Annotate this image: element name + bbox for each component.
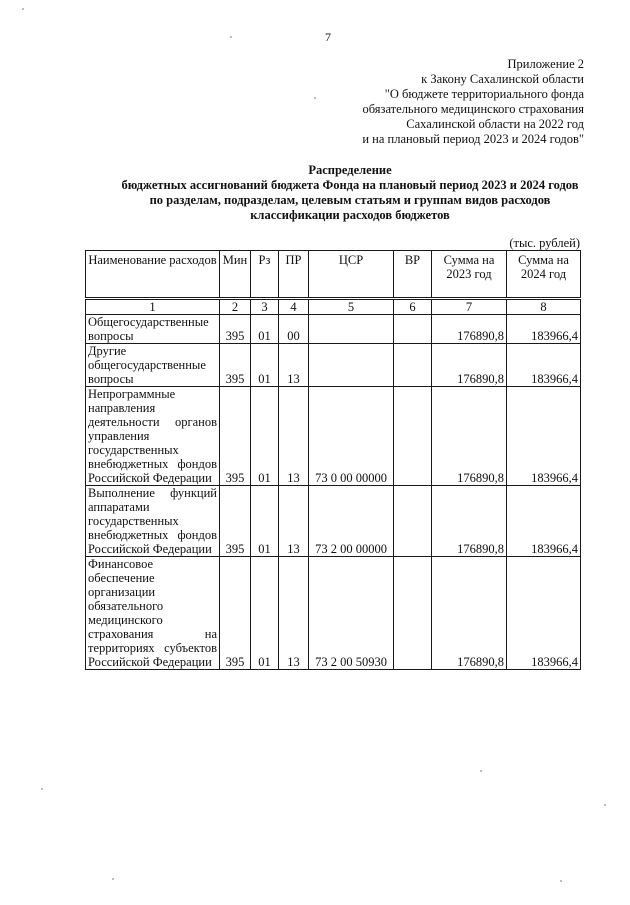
cell-sum-2023: 176890,8	[432, 557, 507, 670]
cell-csr: 73 2 00 00000	[309, 486, 394, 557]
cell-vr	[394, 557, 432, 670]
appendix-line: "О бюджете территориального фонда	[384, 87, 584, 101]
header-sum-2023: Сумма на 2023 год	[432, 251, 507, 299]
title-line: классификации расходов бюджетов	[250, 208, 450, 222]
scan-speck	[41, 788, 43, 790]
cell-rz: 01	[251, 387, 279, 486]
title-line: бюджетных ассигнований бюджета Фонда на плановый период 2023 и 2024 годов	[121, 178, 579, 192]
cell-sum-2023: 176890,8	[432, 344, 507, 387]
cell-vr	[394, 387, 432, 486]
budget-table	[85, 250, 581, 670]
table-row	[86, 387, 581, 486]
cell-vr	[394, 315, 432, 344]
table-row	[86, 486, 581, 557]
cell-rz: 01	[251, 315, 279, 344]
cell-name: Финансовое обеспечение организации обязательного медицинского страхования на территориях субъектов Российской Федерации	[86, 557, 220, 670]
cell-csr	[309, 315, 394, 344]
header-name: Наименование расходов	[86, 251, 220, 299]
table-row	[86, 344, 581, 387]
table-row	[86, 315, 581, 344]
scan-speck	[112, 878, 114, 880]
column-number: 4	[279, 299, 309, 315]
cell-sum-2024: 183966,4	[507, 315, 581, 344]
cell-pr: 13	[279, 557, 309, 670]
cell-pr: 13	[279, 486, 309, 557]
column-number: 6	[394, 299, 432, 315]
column-number: 8	[507, 299, 581, 315]
column-number: 1	[86, 299, 220, 315]
cell-sum-2023: 176890,8	[432, 387, 507, 486]
document-title	[100, 163, 600, 223]
cell-sum-2024: 183966,4	[507, 344, 581, 387]
table-row	[86, 557, 581, 670]
cell-rz: 01	[251, 557, 279, 670]
header-rz: Рз	[251, 251, 279, 299]
cell-name: Выполнение функций аппаратами государственных внебюджетных фондов Российской Федерации	[86, 486, 220, 557]
cell-rz: 01	[251, 486, 279, 557]
cell-vr	[394, 486, 432, 557]
appendix-line: к Закону Сахалинской области	[421, 72, 584, 86]
column-number: 3	[251, 299, 279, 315]
units-label: (тыс. рублей)	[509, 236, 580, 250]
table-header-row	[86, 251, 581, 299]
cell-pr: 13	[279, 344, 309, 387]
scan-speck	[314, 97, 316, 99]
header-pr: ПР	[279, 251, 309, 299]
cell-min: 395	[220, 557, 251, 670]
title-line: Распределение	[308, 163, 392, 177]
header-csr: ЦСР	[309, 251, 394, 299]
cell-name: Другие общегосударственные вопросы	[86, 344, 220, 387]
cell-rz: 01	[251, 344, 279, 387]
cell-sum-2024: 183966,4	[507, 387, 581, 486]
column-number-row	[86, 299, 581, 315]
column-number: 7	[432, 299, 507, 315]
header-min: Мин	[220, 251, 251, 299]
cell-min: 395	[220, 344, 251, 387]
cell-csr: 73 2 00 50930	[309, 557, 394, 670]
appendix-header	[362, 57, 584, 147]
cell-csr	[309, 344, 394, 387]
cell-pr: 00	[279, 315, 309, 344]
cell-min: 395	[220, 486, 251, 557]
header-sum-2024: Сумма на 2024 год	[507, 251, 581, 299]
appendix-line: и на плановый период 2023 и 2024 годов"	[362, 132, 584, 146]
cell-sum-2023: 176890,8	[432, 486, 507, 557]
cell-min: 395	[220, 315, 251, 344]
column-number: 2	[220, 299, 251, 315]
scan-speck	[560, 880, 562, 882]
title-line: по разделам, подразделам, целевым статьям и группам видов расходов	[149, 193, 551, 207]
cell-sum-2024: 183966,4	[507, 486, 581, 557]
scan-speck	[480, 770, 482, 772]
cell-sum-2023: 176890,8	[432, 315, 507, 344]
cell-sum-2024: 183966,4	[507, 557, 581, 670]
cell-csr: 73 0 00 00000	[309, 387, 394, 486]
page-number: 7	[325, 30, 331, 44]
appendix-line: Приложение 2	[507, 57, 584, 71]
header-vr: ВР	[394, 251, 432, 299]
column-number: 5	[309, 299, 394, 315]
cell-name: Общегосударственные вопросы	[86, 315, 220, 344]
scan-speck	[230, 36, 232, 38]
scan-speck	[604, 804, 606, 806]
scan-speck	[22, 8, 24, 10]
appendix-line: Сахалинской области на 2022 год	[406, 117, 584, 131]
cell-min: 395	[220, 387, 251, 486]
cell-name: Непрограммные направления деятельности органов управления государственных внебюджетных фондов Российской Федерации	[86, 387, 220, 486]
cell-vr	[394, 344, 432, 387]
appendix-line: обязательного медицинского страхования	[362, 102, 584, 116]
cell-pr: 13	[279, 387, 309, 486]
